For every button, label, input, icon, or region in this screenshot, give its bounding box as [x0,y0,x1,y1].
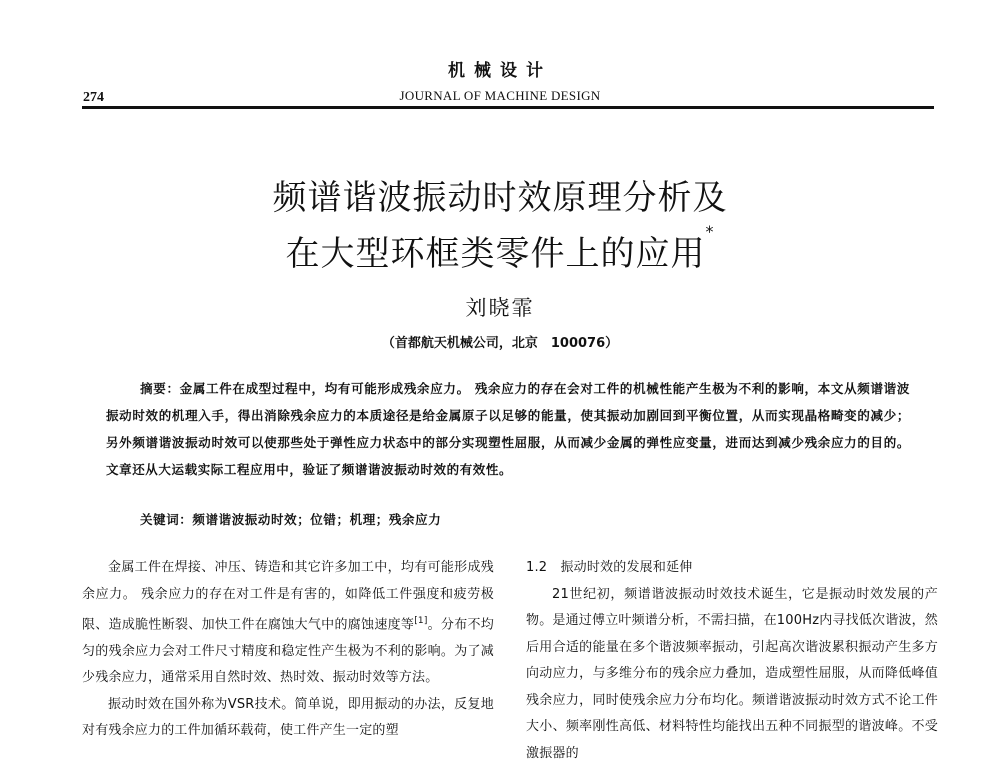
paragraph-text: 金属工件在焊接、冲压、铸造和其它许多加工中，均有可能形成残余应力。 残余应力的存在对工件是有害的，如降低工件强度和疲劳极限、造成脆性断裂、加快工件在腐蚀大气中的腐蚀速度等 [82,560,494,632]
author-affiliation: （首都航天机械公司，北京 100076） [0,332,1000,351]
paragraph-text: 。分布不均匀的残余应力会对工件尺寸精度和稳定性产生极为不利的影响。为了减少残余应力，通常采用自然时效、热时效、振动时效等方法。 [82,617,494,685]
body-column-left [82,555,494,745]
title-footnote-mark: * [706,222,715,241]
title-line2-text: 在大型环框类零件上的应用 [286,234,706,274]
header-rule [82,106,934,109]
keywords-label: 关键词： [140,512,192,527]
article-title-line2 [0,226,1000,275]
body-paragraph [82,555,494,692]
author-name: 刘晓霏 [0,292,1000,322]
keywords-text: 频谱谐波振动时效；位错；机理；残余应力 [192,512,441,527]
article-title-line1: 频谱谐波振动时效原理分析及 [0,170,1000,219]
abstract [106,375,910,483]
section-heading: 1.2 振动时效的发展和延伸 [526,555,938,582]
citation-ref: [1] [414,616,427,626]
journal-title-en: JOURNAL OF MACHINE DESIGN [0,88,1000,104]
journal-title-cn: 机械设计 [0,56,1000,81]
abstract-text: 金属工件在成型过程中，均有可能形成残余应力。 残余应力的存在会对工件的机械性能产生极为不利的影响，本文从频谱谐波振动时效的机理入手，得出消除残余应力的本质途径是给金属原子以足够的能量，使其振动加剧回到平衡位置，从而实现晶格畸变的减少；另外频谱谐波振动时效可以使那些处于弹性应力状态中的部分实现塑性屈服，从而减少金属的弹性应变量，进而达到减少残余应力的目的。文章还从大运载实际工程应用中，验证了频谱谐波振动时效的有效性。 [106,381,910,477]
keywords [140,510,441,528]
body-paragraph: 21世纪初，频谱谐波振动时效技术诞生，它是振动时效发展的产物。是通过傅立叶频谱分析，不需扫描，在100Hz内寻找低次谐波，然后用合适的能量在多个谐波频率振动，引起高次谐波累积振动产生多方向动应力，与多维分布的残余应力叠加，造成塑性屈服，从而降低峰值残余应力，同时使残余应力分布均化。频谱谐波振动时效方式不论工件大小、频率刚性高低、材料特性均能找出五种不同振型的谐波峰。不受激振器的 [526,582,938,767]
body-paragraph: 振动时效在国外称为VSR技术。简单说，即用振动的办法，反复地对有残余应力的工件加循环载荷，使工件产生一定的塑 [82,692,494,745]
body-column-right [526,555,938,767]
abstract-label: 摘要： [140,381,180,396]
page-number: 274 [83,90,104,106]
